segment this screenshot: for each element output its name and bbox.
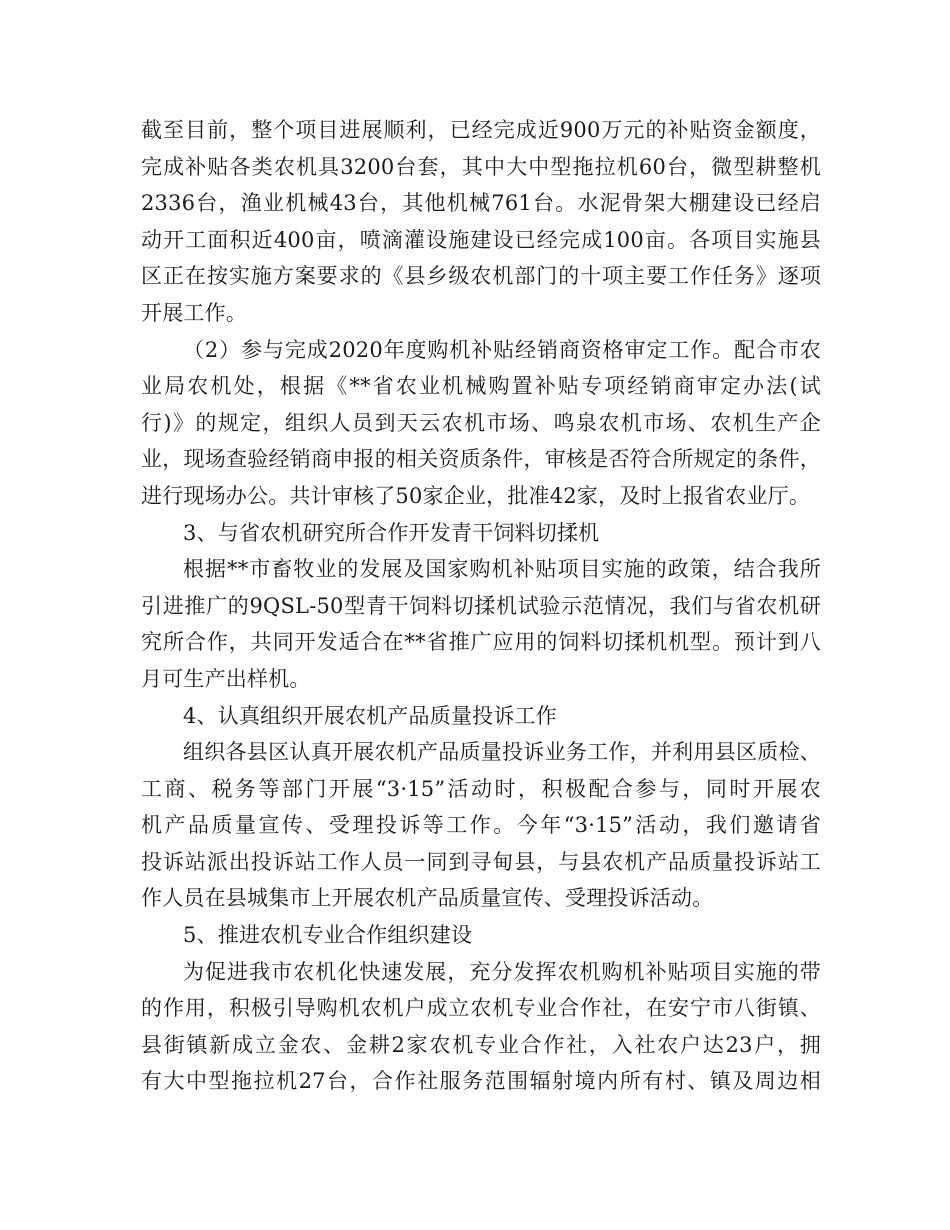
- text-line: 行)》的规定，组织人员到天云农机市场、鸣泉农机市场、农机生产企: [141, 410, 821, 435]
- text-line: 引进推广的9QSL-50型青干饲料切揉机试验示范情况，我们与省农机研: [141, 593, 821, 618]
- text-line: 月可生产出样机。: [141, 666, 311, 691]
- text-line: 有大中型拖拉机27台，合作社服务范围辐射境内所有村、镇及周边相: [141, 1069, 821, 1094]
- text-line: 5、推进农机专业合作组织建设: [183, 923, 473, 948]
- text-line: 3、与省农机研究所合作开发青干饲料切揉机: [183, 520, 600, 545]
- text-line: 4、认真组织开展农机产品质量投诉工作: [183, 703, 557, 728]
- text-line: 2336台，渔业机械43台，其他机械761台。水泥骨架大棚建设已经启: [141, 191, 821, 216]
- text-line: 县街镇新成立金农、金耕2家农机专业合作社，入社农户达23户，拥: [141, 1032, 821, 1057]
- text-line: 业，现场查验经销商申报的相关资质条件，审核是否符合所规定的条件，: [141, 447, 821, 472]
- text-line: 组织各县区认真开展农机产品质量投诉业务工作，并利用县区质检、: [183, 740, 821, 765]
- text-line: （2）参与完成2020年度购机补贴经销商资格审定工作。配合市农: [183, 337, 821, 362]
- text-line: 为促进我市农机化快速发展，充分发挥农机购机补贴项目实施的带: [183, 959, 821, 984]
- text-line: 的作用，积极引导购机农机户成立农机专业合作社，在安宁市八街镇、: [141, 996, 821, 1021]
- text-line: 业局农机处，根据《**省农业机械购置补贴专项经销商审定办法(试: [141, 374, 821, 399]
- text-line: 动开工面积近400亩，喷滴灌设施建设已经完成100亩。各项目实施县: [141, 227, 821, 252]
- text-line: 机产品质量宣传、受理投诉等工作。今年“3·15”活动，我们邀请省: [141, 813, 821, 838]
- text-line: 作人员在县城集市上开展农机产品质量宣传、受理投诉活动。: [141, 886, 714, 911]
- text-line: 区正在按实施方案要求的《县乡级农机部门的十项主要工作任务》逐项: [141, 264, 821, 289]
- text-line: 完成补贴各类农机具3200台套，其中大中型拖拉机60台，微型耕整机: [141, 154, 821, 179]
- text-line: 开展工作。: [141, 300, 247, 325]
- text-line: 究所合作，共同开发适合在**省推广应用的饲料切揉机机型。预计到八: [141, 630, 821, 655]
- text-line: 截至目前，整个项目进展顺利，已经完成近900万元的补贴资金额度，: [141, 118, 821, 142]
- text-line: 根据**市畜牧业的发展及国家购机补贴项目实施的政策，结合我所: [183, 557, 821, 582]
- document-body: [141, 112, 821, 1100]
- text-line: 工商、税务等部门开展“3·15”活动时，积极配合参与，同时开展农: [141, 776, 821, 801]
- text-line: 进行现场办公。共计审核了50家企业，批准42家，及时上报省农业厅。: [141, 483, 811, 508]
- text-line: 投诉站派出投诉站工作人员一同到寻甸县，与县农机产品质量投诉站工: [141, 849, 821, 874]
